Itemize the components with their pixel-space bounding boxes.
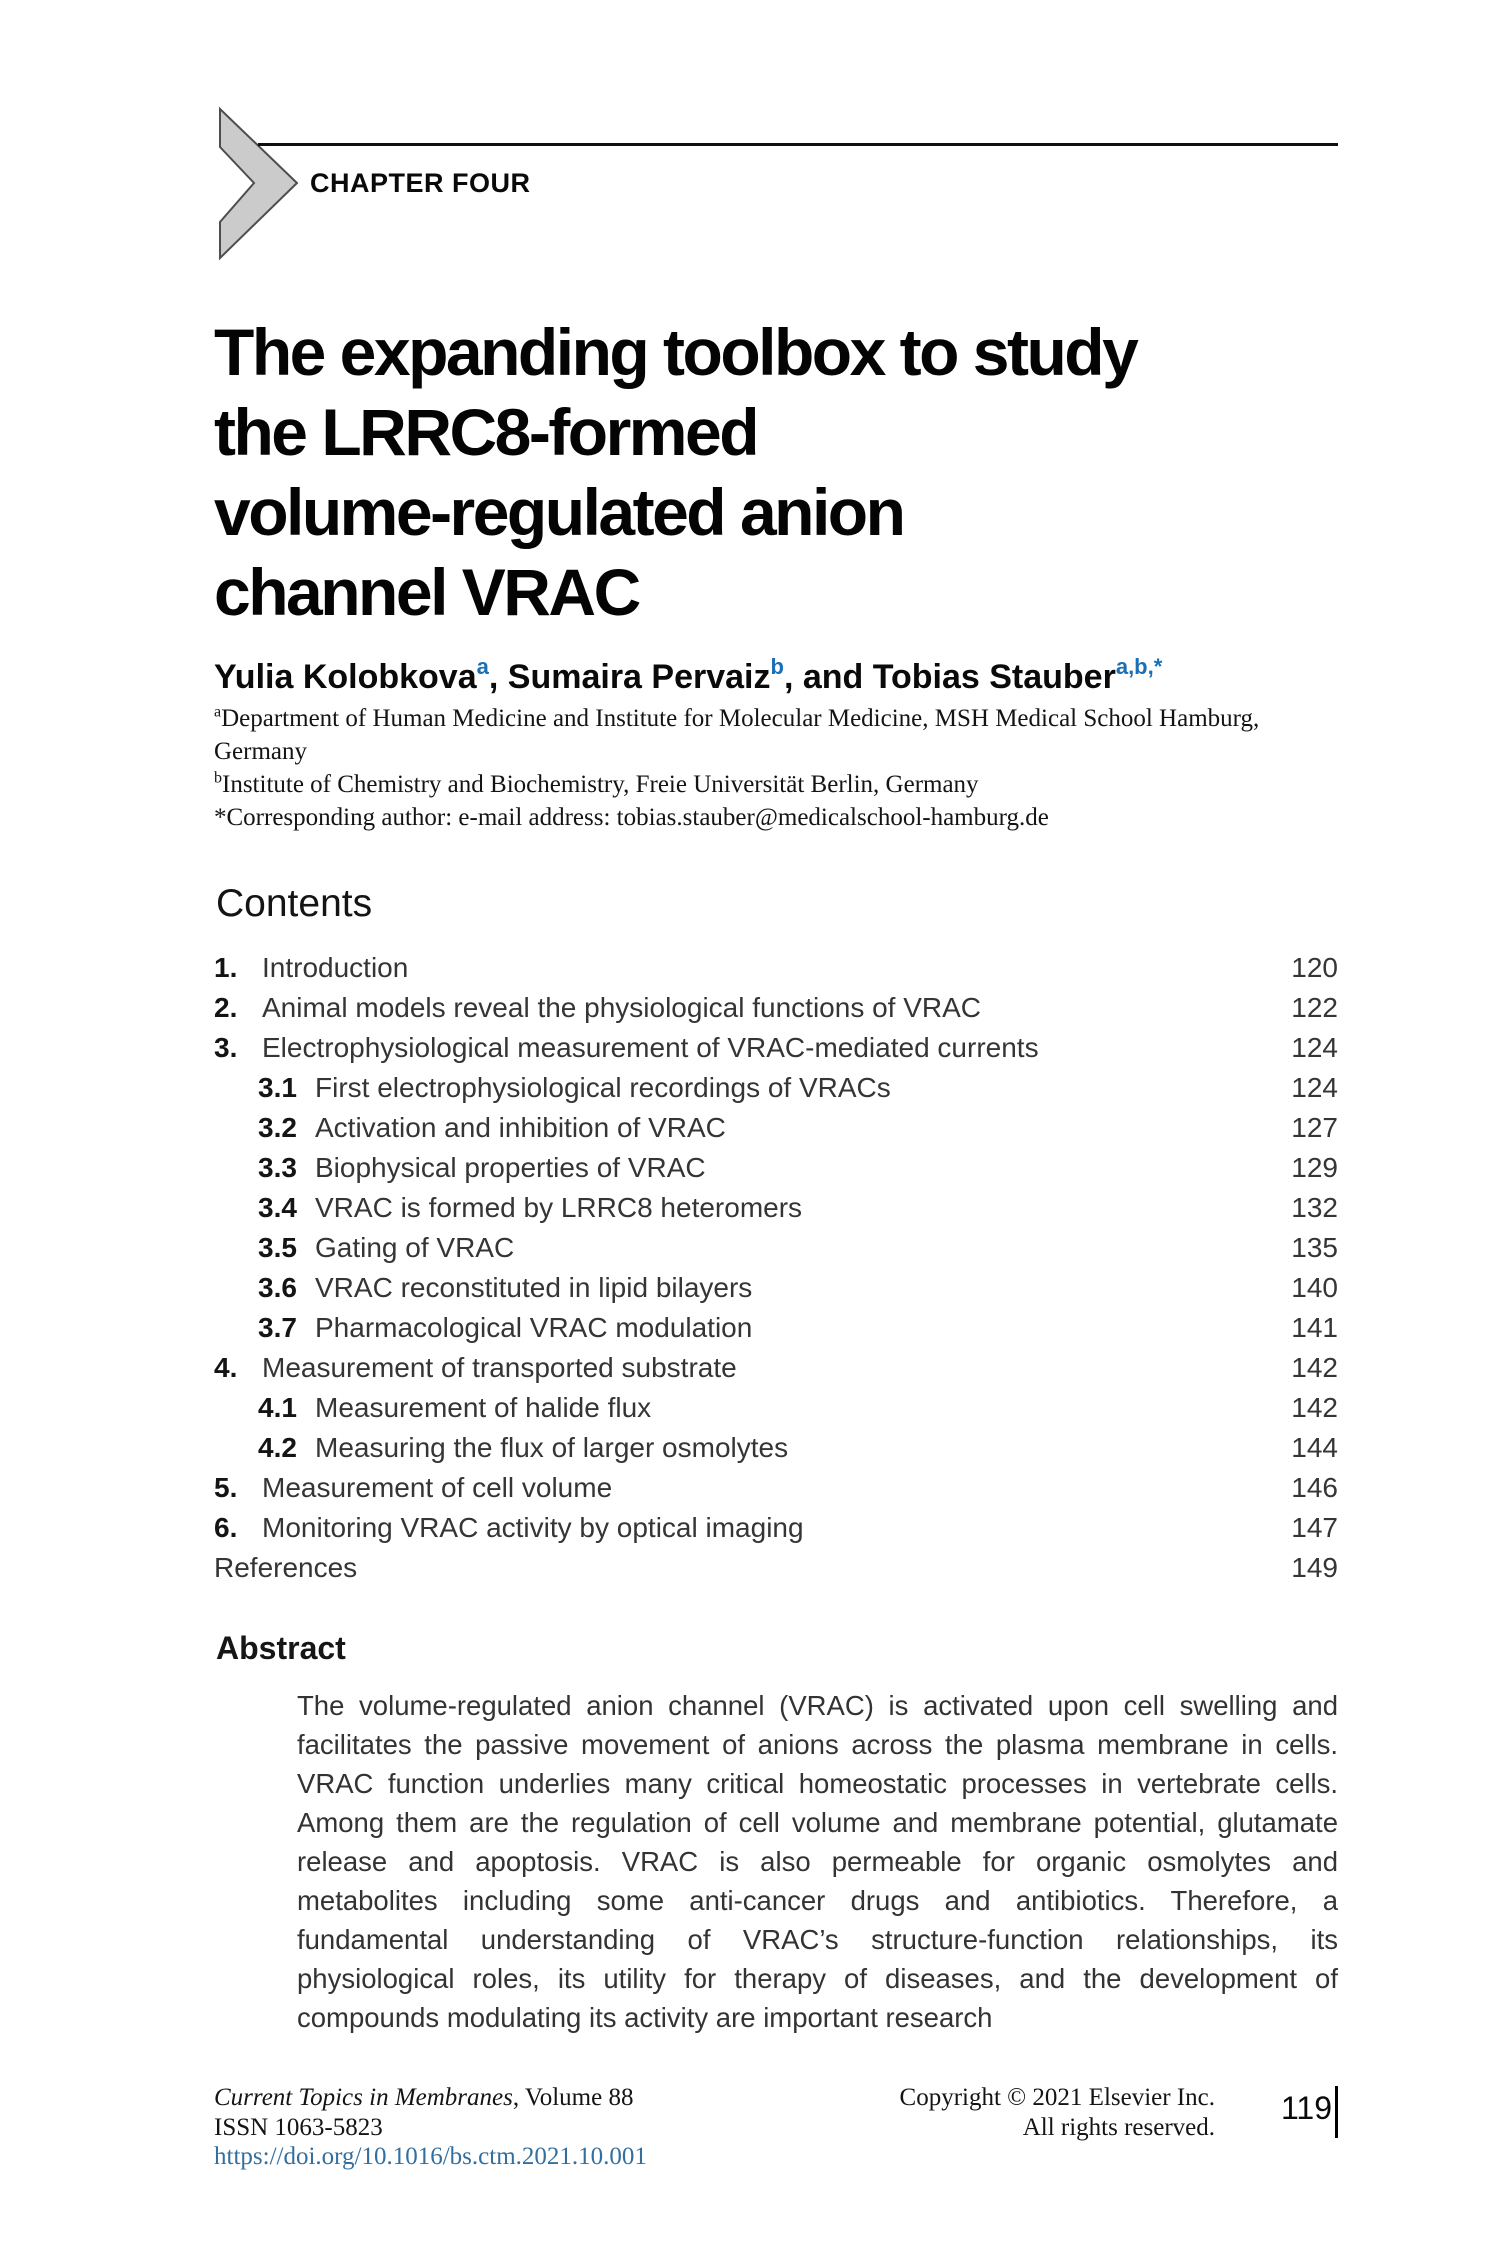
toc-row: [214, 1072, 1338, 1112]
toc-row: [214, 1192, 1338, 1232]
chapter-arrow-icon: [218, 106, 300, 262]
toc-section-number: 5.: [214, 1472, 238, 1503]
toc-section-number: 3.: [214, 1032, 238, 1063]
affiliation-superscript: b: [214, 769, 222, 787]
toc-page-number: 127: [1291, 1112, 1338, 1143]
toc-section-number: 1.: [214, 952, 238, 983]
paper-title-line: the LRRC8-formed: [214, 395, 758, 469]
toc-section-title: Electrophysiological measurement of VRAC-mediated currents: [262, 1032, 1039, 1063]
toc-page-number: 135: [1291, 1232, 1338, 1263]
journal-title: Current Topics in Membranes: [214, 2084, 513, 2111]
toc-section-number: 3.3: [258, 1152, 297, 1183]
toc-section-number: 3.7: [258, 1312, 297, 1343]
page-number-bar: [1335, 2086, 1338, 2138]
toc-section-title: References: [214, 1552, 358, 1583]
toc-page-number: 122: [1291, 992, 1338, 1023]
toc-section-number: 2.: [214, 992, 238, 1023]
toc-section-title: Measurement of halide flux: [315, 1392, 652, 1423]
contents-list: [214, 952, 1338, 1592]
toc-page-number: 120: [1291, 952, 1338, 983]
toc-page-number: 149: [1291, 1552, 1338, 1583]
toc-row: [214, 1552, 1338, 1592]
toc-section-title: VRAC reconstituted in lipid bilayers: [315, 1272, 753, 1303]
affiliation-line: $^b$Institute of Chemistry and Biochemistry, Freie Universität Berlin, Germany: [214, 769, 979, 798]
toc-page-number: 124: [1291, 1032, 1338, 1063]
toc-section-title: Measurement of transported substrate: [262, 1352, 737, 1383]
toc-row: [214, 1032, 1338, 1072]
toc-section-number: 6.: [214, 1512, 238, 1543]
page-number: 119: [1281, 2090, 1333, 2126]
toc-section-title: Gating of VRAC: [315, 1232, 515, 1263]
abstract-heading: Abstract: [216, 1630, 346, 1666]
authors-line: Yulia Kolobkova$^a$, Sumaira Pervaiz$^b$, and Tobias Stauber$^{a,b,*}$: [214, 653, 1163, 696]
toc-section-number: 3.6: [258, 1272, 297, 1303]
footer-publication-info: [214, 2083, 647, 2172]
toc-section-title: Animal models reveal the physiological functions of VRAC: [262, 992, 982, 1023]
toc-page-number: 141: [1291, 1312, 1338, 1343]
toc-section-number: 3.4: [258, 1192, 297, 1223]
contents-heading: Contents: [216, 882, 373, 925]
toc-row: [214, 1112, 1338, 1152]
toc-row: [214, 1232, 1338, 1272]
toc-section-title: Activation and inhibition of VRAC: [315, 1112, 726, 1143]
toc-section-number: 4.: [214, 1352, 238, 1383]
toc-page-number: 132: [1291, 1192, 1338, 1223]
toc-page-number: 124: [1291, 1072, 1338, 1103]
toc-row: [214, 1392, 1338, 1432]
issn-line: ISSN 1063-5823: [214, 2113, 383, 2141]
affiliation-line: *Corresponding author: e-mail address: tobias.stauber@medicalschool-hamburg.de: [214, 804, 1049, 831]
toc-section-title: VRAC is formed by LRRC8 heteromers: [315, 1192, 803, 1223]
toc-section-title: Measuring the flux of larger osmolytes: [315, 1432, 789, 1463]
chapter-label: CHAPTER FOUR: [310, 168, 531, 198]
paper-title: [214, 312, 1354, 632]
affiliations: [214, 702, 1344, 834]
author-superscript: a: [476, 653, 489, 679]
toc-section-title: Biophysical properties of VRAC: [315, 1152, 706, 1183]
affiliation-superscript: a: [214, 703, 222, 721]
toc-section-number: 4.1: [258, 1392, 297, 1423]
toc-section-number: 4.2: [258, 1432, 297, 1463]
toc-section-title: Pharmacological VRAC modulation: [315, 1312, 753, 1343]
toc-row: [214, 992, 1338, 1032]
rights-line: All rights reserved.: [1022, 2113, 1215, 2141]
copyright-line: Copyright © 2021 Elsevier Inc.: [899, 2084, 1215, 2111]
abstract-body: The volume-regulated anion channel (VRAC) is activated upon cell swelling and facilitates the passive movement of anions across the plasma membrane in cells. VRAC function underlies many critical homeostatic processes in vertebrate cells. Among them are the regulation of cell volume and membrane potential, glutamate release and apoptosis. VRAC is also permeable for organic osmolytes and metabolites including some anti-cancer drugs and antibiotics. Therefore, a fundamental understanding of VRAC’s structure-function relationships, its physiological roles, its utility for therapy of diseases, and the development of compounds modulating its activity are important research: [297, 1690, 1338, 2033]
toc-row: [214, 1512, 1338, 1552]
journal-volume-line: [214, 2083, 647, 2113]
paper-title-line: The expanding toolbox to study: [214, 315, 1137, 389]
toc-row: [214, 1312, 1338, 1352]
toc-row: [214, 1472, 1338, 1512]
toc-row: [214, 1352, 1338, 1392]
toc-page-number: 142: [1291, 1352, 1338, 1383]
toc-section-title: Monitoring VRAC activity by optical imaging: [262, 1512, 804, 1543]
toc-row: [214, 952, 1338, 992]
footer-copyright: [900, 2083, 1215, 2142]
toc-page-number: 146: [1291, 1472, 1338, 1503]
header-rule: [258, 143, 1338, 146]
toc-section-title: Measurement of cell volume: [262, 1472, 613, 1503]
affiliation-line: $^a$Department of Human Medicine and Institute for Molecular Medicine, MSH Medical School Hamburg, Germany: [214, 703, 1260, 765]
toc-section-title: Introduction: [262, 952, 409, 983]
toc-row: [214, 1272, 1338, 1312]
toc-page-number: 129: [1291, 1152, 1338, 1183]
toc-section-number: 3.2: [258, 1112, 297, 1143]
paper-title-line: channel VRAC: [214, 555, 639, 629]
author-superscript: a,b,*: [1115, 653, 1163, 679]
toc-page-number: 144: [1291, 1432, 1338, 1463]
toc-row: [214, 1152, 1338, 1192]
toc-section-title: First electrophysiological recordings of VRACs: [315, 1072, 891, 1103]
toc-page-number: 142: [1291, 1392, 1338, 1423]
toc-page-number: 140: [1291, 1272, 1338, 1303]
doi-link[interactable]: https://doi.org/10.1016/bs.ctm.2021.10.001: [214, 2143, 647, 2170]
toc-section-number: 3.5: [258, 1232, 297, 1263]
journal-volume: , Volume 88: [512, 2084, 634, 2111]
paper-title-line: volume-regulated anion: [214, 475, 904, 549]
toc-page-number: 147: [1291, 1512, 1338, 1543]
toc-section-number: 3.1: [258, 1072, 297, 1103]
toc-row: [214, 1432, 1338, 1472]
author-superscript: b: [770, 653, 784, 679]
